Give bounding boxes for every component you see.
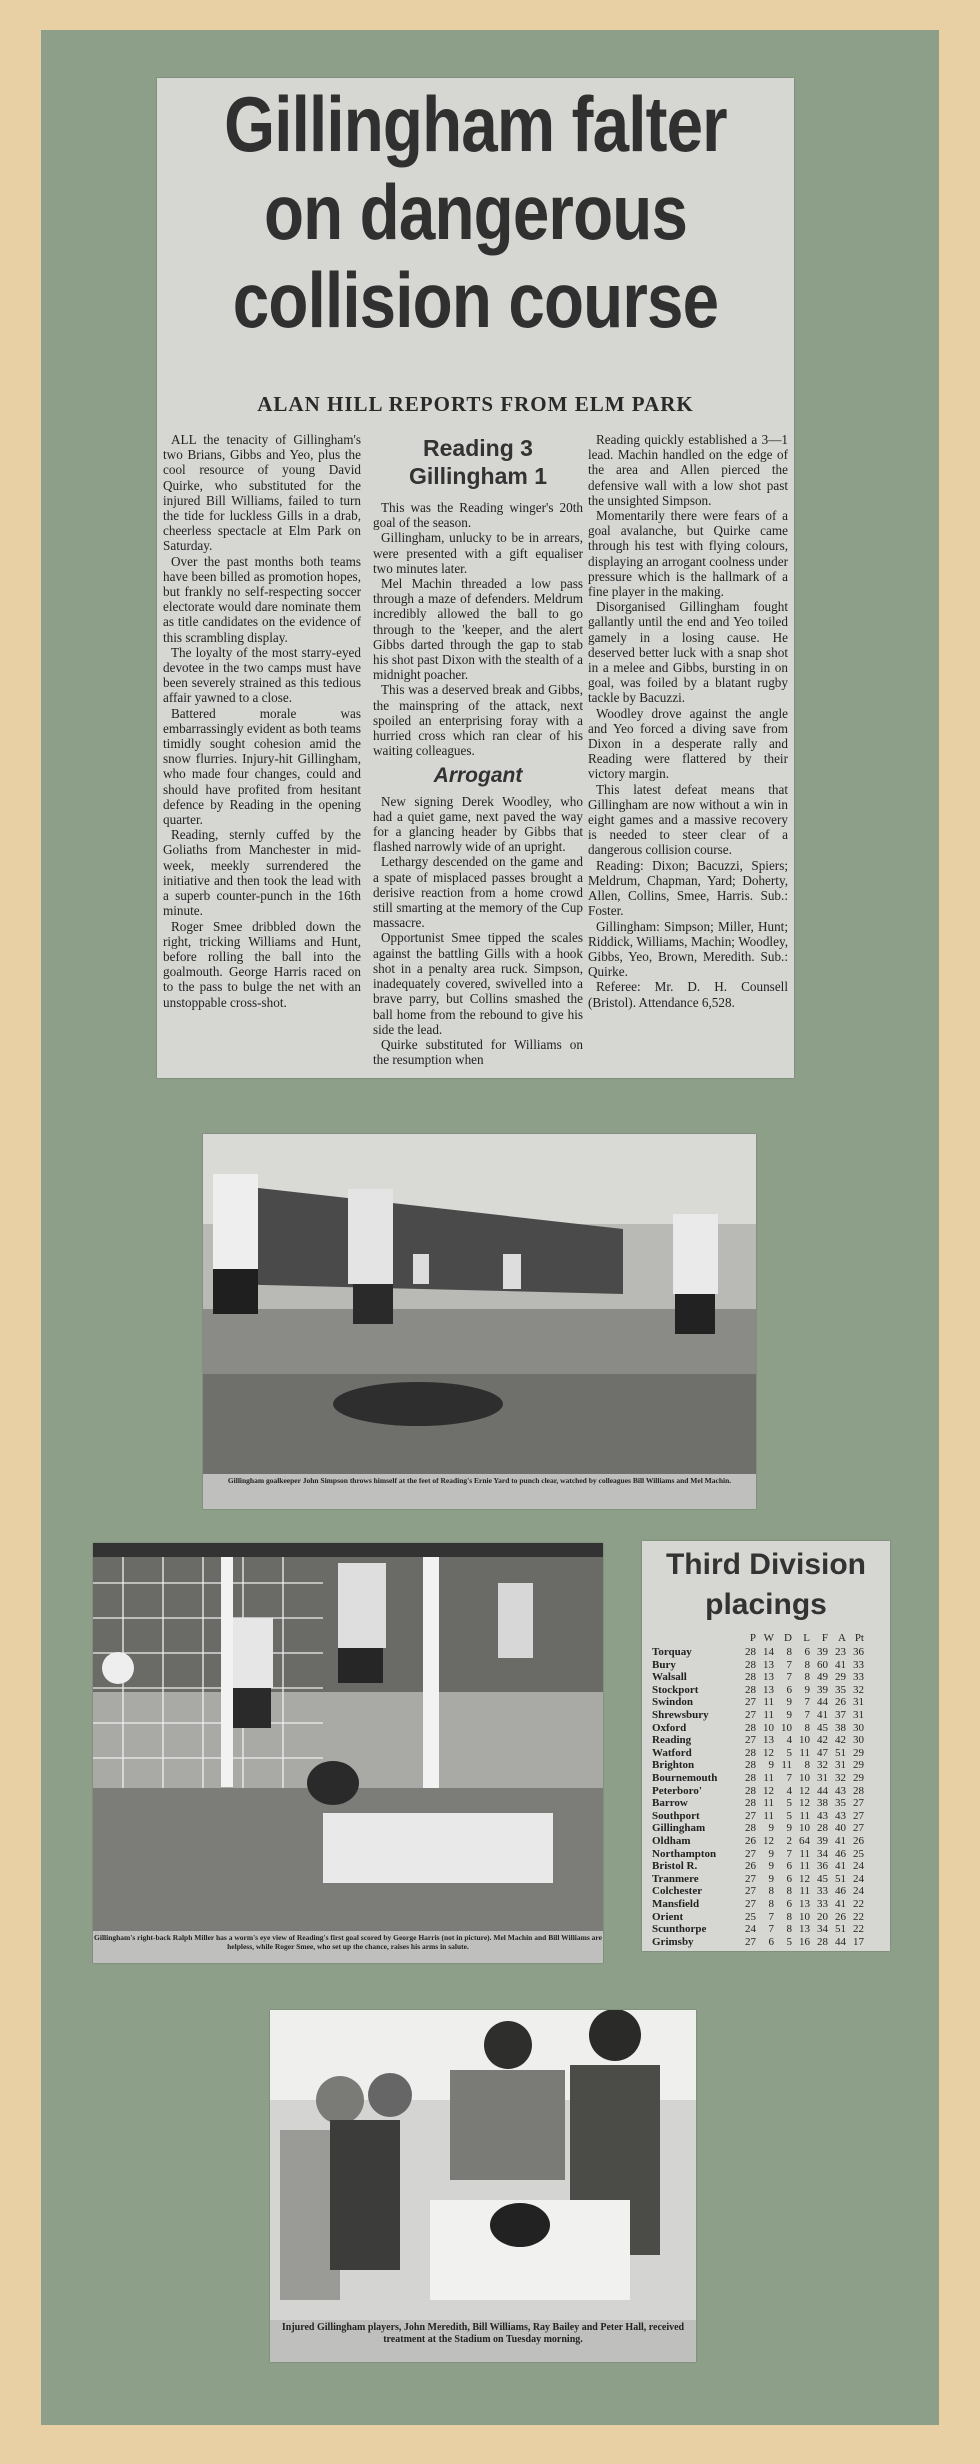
stat-cell: 11 — [763, 1772, 774, 1784]
header-cell: W — [763, 1632, 774, 1644]
stat-cell: 41 — [835, 1898, 846, 1910]
paragraph: Gillingham, unlucky to be in arrears, were presented with a gift equaliser two minutes later. — [373, 530, 583, 576]
stat-cell: 7 — [786, 1658, 792, 1671]
table-title — [642, 1545, 890, 1625]
stat-cell: 11 — [799, 1847, 810, 1860]
stat-cell: 27 — [745, 1935, 756, 1948]
stat-cell: 12 — [799, 1784, 810, 1797]
stat-cell: 24 — [853, 1860, 864, 1873]
stat-cell: 31 — [853, 1709, 864, 1721]
stat-cell: 24 — [745, 1923, 756, 1936]
stat-cell: 25 — [745, 1910, 756, 1923]
stat-cell: 46 — [835, 1847, 846, 1860]
stat-cell: 31 — [817, 1772, 828, 1784]
stat-cell: 8 — [804, 1759, 810, 1772]
table-title-line-2: placings — [705, 1588, 827, 1621]
stat-cell: 8 — [786, 1646, 792, 1658]
stat-cell: 9 — [768, 1872, 774, 1885]
table-title-line-1: Third Division — [665, 1548, 866, 1581]
stat-cell: 17 — [853, 1935, 864, 1948]
team-name: Bury — [652, 1658, 676, 1671]
stat-cell: 7 — [804, 1696, 810, 1709]
article-column-1 — [163, 432, 361, 1010]
stat-cell: 29 — [853, 1759, 864, 1772]
stat-cell: 7 — [786, 1671, 792, 1684]
team-name: Shrewsbury — [652, 1709, 709, 1721]
stat-cell: 35 — [835, 1797, 846, 1810]
stat-cell: 5 — [786, 1797, 792, 1810]
team-name: Bournemouth — [652, 1772, 718, 1784]
stat-cell: 28 — [817, 1822, 828, 1835]
stat-cell: 8 — [768, 1898, 774, 1910]
stat-cell: 27 — [745, 1872, 756, 1885]
team-name: Torquay — [652, 1646, 692, 1658]
stat-cell: 39 — [817, 1646, 828, 1658]
stat-cell: 24 — [853, 1872, 864, 1885]
stat-cell: 27 — [745, 1885, 756, 1898]
stat-cell: 11 — [763, 1696, 774, 1709]
team-name: Reading — [652, 1734, 692, 1747]
stat-cell: 36 — [853, 1646, 864, 1658]
stat-cell: 11 — [799, 1746, 810, 1759]
stat-cell: 12 — [763, 1746, 774, 1759]
stat-cell: 27 — [853, 1797, 864, 1810]
stat-cell: 8 — [804, 1721, 810, 1734]
stat-cell: 6 — [786, 1683, 792, 1696]
stat-cell: 6 — [786, 1872, 792, 1885]
team-name: Oxford — [652, 1721, 687, 1734]
stat-cell: 27 — [745, 1847, 756, 1860]
stat-cell: 45 — [817, 1872, 828, 1885]
stat-cell: 22 — [853, 1898, 864, 1910]
stat-cell: 35 — [835, 1683, 846, 1696]
stat-cell: 41 — [835, 1658, 846, 1671]
stat-cell: 51 — [835, 1746, 846, 1759]
stat-cell: 7 — [786, 1772, 792, 1784]
team-name: Colchester — [652, 1885, 703, 1898]
team-name: Northampton — [652, 1847, 717, 1860]
stat-cell: 28 — [745, 1784, 756, 1797]
photo-caption: Injured Gillingham players, John Meredith, Bill Williams, Ray Bailey and Peter Hall, received treatment at the Stadium on Tuesday morning. — [281, 2322, 685, 2345]
score-box — [373, 434, 583, 490]
stat-cell: 28 — [745, 1671, 756, 1684]
team-name: Mansfield — [652, 1898, 700, 1910]
paragraph: Momentarily there were fears of a goal avalanche, but Quirke came through his test with flying colours, displaying an arrogant coolness under pressure which is the hallmark of a fine player in the making. — [588, 508, 788, 600]
stat-cell: 33 — [817, 1885, 828, 1898]
stat-cell: 44 — [817, 1784, 828, 1797]
paragraph: Reading: Dixon; Bacuzzi, Spiers; Meldrum, Chapman, Yard; Doherty, Allen, Collins, Smee, Harris. Sub.: Foster. — [588, 857, 788, 919]
stat-cell: 13 — [799, 1898, 810, 1910]
score-home: Reading 3 — [423, 435, 533, 461]
stat-cell: 27 — [745, 1709, 756, 1721]
stat-cell: 30 — [853, 1721, 864, 1734]
headline-line-3: collision course — [232, 256, 719, 344]
headline — [208, 80, 743, 344]
stat-cell: 41 — [835, 1860, 846, 1873]
header-cell: D — [784, 1632, 792, 1644]
team-name: Tranmere — [652, 1872, 699, 1885]
stat-cell: 28 — [745, 1746, 756, 1759]
stat-cell: 32 — [835, 1772, 846, 1784]
stat-cell: 13 — [763, 1734, 774, 1747]
header-cell: A — [838, 1632, 846, 1644]
injured-players-photo-image — [270, 2010, 696, 2320]
paragraph: Battered morale was embarrassingly evident as both teams timidly sought cohesion amid the snow flurries. Injury-hit Gillingham, who made four changes, could and should have profited from hesitant defence by Reading in the opening quarter. — [163, 705, 361, 828]
stat-cell: 26 — [835, 1696, 846, 1709]
stat-cell: 12 — [799, 1872, 810, 1885]
stat-cell: 5 — [786, 1935, 792, 1948]
stat-cell: 28 — [853, 1784, 864, 1797]
stat-cell: 10 — [799, 1734, 810, 1747]
stat-cell: 60 — [817, 1658, 828, 1671]
stat-cell: 7 — [768, 1910, 774, 1923]
paragraph: Roger Smee dribbled down the right, tricking Williams and Hunt, before rolling the ball into the goalmouth. George Harris raced on to the pass to bulge the net with an unstoppable cross-shot. — [163, 918, 361, 1010]
stat-cell: 37 — [835, 1709, 846, 1721]
stat-cell: 29 — [853, 1746, 864, 1759]
stat-cell: 28 — [745, 1658, 756, 1671]
stat-cell: 13 — [763, 1671, 774, 1684]
stat-cell: 41 — [835, 1835, 846, 1847]
stat-cell: 9 — [768, 1847, 774, 1860]
stat-cell: 28 — [745, 1721, 756, 1734]
stat-cell: 27 — [745, 1809, 756, 1822]
stat-cell: 42 — [817, 1734, 828, 1747]
paragraph: ALL the tenacity of Gillingham's two Brians, Gibbs and Yeo, plus the cool resource of young David Quirke, who substituted for the injured Bill Williams, failed to turn the tide for luckless Gills in a drab, cheerless spectacle at Elm Park on Saturday. — [163, 432, 361, 554]
team-name: Southport — [652, 1809, 700, 1822]
team-name: Watford — [652, 1746, 692, 1759]
stat-cell: 9 — [768, 1822, 774, 1835]
stat-cell: 12 — [763, 1784, 774, 1797]
stat-cell: 43 — [817, 1809, 828, 1822]
stat-cell: 31 — [835, 1759, 846, 1772]
headline-line-1: Gillingham falter — [224, 80, 727, 168]
team-name: Walsall — [652, 1671, 687, 1684]
stat-cell: 6 — [804, 1646, 810, 1658]
stat-cell: 10 — [799, 1772, 810, 1784]
table-header-row — [652, 1631, 884, 1645]
stat-cell: 28 — [745, 1683, 756, 1696]
stat-cell: 10 — [781, 1721, 792, 1734]
score-away: Gillingham 1 — [408, 463, 548, 489]
stat-cell: 23 — [835, 1646, 846, 1658]
team-name: Scunthorpe — [652, 1923, 707, 1936]
stat-cell: 8 — [804, 1671, 810, 1684]
team-name: Peterboro' — [652, 1784, 702, 1797]
stat-cell: 33 — [853, 1671, 864, 1684]
stat-cell: 32 — [853, 1683, 864, 1696]
paragraph: Referee: Mr. D. H. Counsell (Bristol). Attendance 6,528. — [588, 979, 788, 1010]
photo-caption: Gillingham's right-back Ralph Miller has a worm's eye view of Reading's first goal scored by George Harris (not in picture). Mel Machin and Bill Williams are helpless, while Roger Smee, who set up the chance, raises his arms in salute. — [94, 1933, 602, 1951]
stat-cell: 27 — [745, 1696, 756, 1709]
stat-cell: 27 — [745, 1898, 756, 1910]
stat-cell: 22 — [853, 1910, 864, 1923]
stat-cell: 31 — [853, 1696, 864, 1709]
first-goal-photo-image — [93, 1543, 603, 1931]
stat-cell: 9 — [786, 1822, 792, 1835]
stat-cell: 10 — [799, 1822, 810, 1835]
stat-cell: 11 — [781, 1759, 792, 1772]
paragraph: This was the Reading winger's 20th goal of the season. — [373, 500, 583, 531]
stat-cell: 38 — [835, 1721, 846, 1734]
stat-cell: 7 — [804, 1709, 810, 1721]
team-name: Stockport — [652, 1683, 699, 1696]
paragraph: This latest defeat means that Gillingham are now without a win in eight games and a massive recovery is needed to steer clear of a dangerous collision course. — [588, 781, 788, 858]
paragraph: Reading quickly established a 3—1 lead. Machin handled on the edge of the area and Allen pierced the defensive wall with a low shot past the unsighted Simpson. — [588, 432, 788, 508]
paragraph: Quirke substituted for Williams on the resumption when — [373, 1036, 583, 1068]
stat-cell: 5 — [786, 1809, 792, 1822]
headline-line-2: on dangerous — [263, 168, 688, 256]
stat-cell: 49 — [817, 1671, 828, 1684]
stat-cell: 25 — [853, 1847, 864, 1860]
stat-cell: 34 — [817, 1847, 828, 1860]
match-photo-first-goal — [93, 1543, 603, 1963]
stat-cell: 38 — [817, 1797, 828, 1810]
stat-cell: 24 — [853, 1885, 864, 1898]
stat-cell: 39 — [817, 1835, 828, 1847]
stat-cell: 9 — [786, 1709, 792, 1721]
stat-cell: 26 — [835, 1910, 846, 1923]
paragraph: Disorganised Gillingham fought gallantly until the end and Yeo toiled gamely in a losing cause. He deserved better luck with a snap shot in a melee and Gibbs, bursting in on goal, was foiled by a blatant rugby tackle by Bacuzzi. — [588, 599, 788, 706]
stat-cell: 43 — [835, 1784, 846, 1797]
stat-cell: 12 — [763, 1835, 774, 1847]
article-clipping — [157, 78, 794, 1078]
paragraph: Reading, sternly cuffed by the Goliaths from Manchester in mid-week, meekly surrendered the initiative and then took the lead with a superb counter-punch in the 16th minute. — [163, 827, 361, 919]
stat-cell: 22 — [853, 1923, 864, 1936]
stat-cell: 44 — [835, 1935, 846, 1948]
stat-cell: 11 — [799, 1809, 810, 1822]
stat-cell: 9 — [786, 1696, 792, 1709]
header-cell: P — [749, 1632, 756, 1644]
stat-cell: 27 — [745, 1734, 756, 1747]
stat-cell: 20 — [817, 1910, 828, 1923]
paragraph: Gillingham: Simpson; Miller, Hunt; Riddick, Williams, Machin; Woodley, Gibbs, Yeo, Brown, Meredith. Sub.: Quirke. — [588, 918, 788, 980]
stat-cell: 45 — [817, 1721, 828, 1734]
stat-cell: 10 — [763, 1721, 774, 1734]
paragraph: Opportunist Smee tipped the scales against the battling Gills with a hook shot in a penalty area ruck. Simpson, inadequately covered, swivelled into a brave parry, but Collins smashed the ball home from the rebound to give his side the lead. — [373, 930, 583, 1037]
stat-cell: 11 — [799, 1885, 810, 1898]
stat-cell: 27 — [853, 1822, 864, 1835]
stat-cell: 9 — [768, 1759, 774, 1772]
paragraph: Over the past months both teams have been billed as promotion hopes, but frankly no self-respecting soccer electorate would dare nominate them as title candidates on the evidence of this scrambling display. — [163, 553, 361, 645]
stat-cell: 42 — [835, 1734, 846, 1747]
league-table — [642, 1541, 890, 1951]
photo-caption: Gillingham goalkeeper John Simpson throws himself at the feet of Reading's Ernie Yard to punch clear, watched by colleagues Bill Williams and Mel Machin. — [227, 1476, 732, 1485]
stat-cell: 51 — [835, 1872, 846, 1885]
stat-cell: 14 — [763, 1646, 774, 1658]
stat-cell: 13 — [763, 1658, 774, 1671]
stat-cell: 9 — [768, 1860, 774, 1873]
article-column-3 — [588, 432, 788, 1010]
team-name: Brighton — [652, 1759, 695, 1772]
table-row — [652, 1935, 884, 1949]
stat-cell: 11 — [763, 1797, 774, 1810]
stat-cell: 30 — [853, 1734, 864, 1747]
stat-cell: 36 — [817, 1860, 828, 1873]
stat-cell: 7 — [786, 1847, 792, 1860]
team-name: Orient — [652, 1910, 684, 1923]
stat-cell: 8 — [804, 1658, 810, 1671]
paragraph: This was a deserved break and Gibbs, the mainspring of the attack, next spoiled an enterprising foray with a hurried cross which ran clear of his waiting colleagues. — [373, 682, 583, 759]
stat-cell: 8 — [786, 1885, 792, 1898]
stat-cell: 6 — [786, 1860, 792, 1873]
injured-players-photo — [270, 2010, 696, 2362]
team-name: Barrow — [652, 1797, 688, 1810]
team-name: Bristol R. — [652, 1860, 698, 1873]
paragraph: New signing Derek Woodley, who had a quiet game, next paved the way for a glancing header by Gibbs that flashed narrowly wide of an upright. — [373, 793, 583, 855]
paragraph: Mel Machin threaded a low pass through a maze of defenders. Meldrum incredibly allowed the ball to go through to the 'keeper, and the alert Gibbs darted through the gap to stab his shot past Dixon with the stealth of a midnight poacher. — [373, 576, 583, 683]
team-name: Gillingham — [652, 1822, 706, 1835]
stat-cell: 43 — [835, 1809, 846, 1822]
paragraph: The loyalty of the most starry-eyed devotee in the two camps must have been severely strained as this tedious affair yawned to a close. — [163, 644, 361, 706]
stat-cell: 39 — [817, 1683, 828, 1696]
stat-cell: 64 — [799, 1835, 810, 1847]
stat-cell: 28 — [745, 1759, 756, 1772]
stat-cell: 34 — [817, 1923, 828, 1936]
stat-cell: 28 — [745, 1772, 756, 1784]
stat-cell: 29 — [853, 1772, 864, 1784]
stat-cell: 4 — [786, 1734, 792, 1747]
stat-cell: 2 — [786, 1835, 792, 1847]
stat-cell: 44 — [817, 1696, 828, 1709]
stat-cell: 40 — [835, 1822, 846, 1835]
stat-cell: 33 — [817, 1898, 828, 1910]
stat-cell: 8 — [786, 1910, 792, 1923]
stat-cell: 5 — [786, 1746, 792, 1759]
paragraph: Woodley drove against the angle and Yeo forced a diving save from Dixon in a desperate rally and Reading were flattered by their victory margin. — [588, 705, 788, 782]
stat-cell: 26 — [853, 1835, 864, 1847]
stat-cell: 28 — [817, 1935, 828, 1948]
stat-cell: 10 — [799, 1910, 810, 1923]
stat-cell: 11 — [799, 1860, 810, 1873]
stat-cell: 28 — [745, 1797, 756, 1810]
stat-cell: 27 — [853, 1809, 864, 1822]
team-name: Grimsby — [652, 1935, 694, 1948]
stat-cell: 4 — [786, 1784, 792, 1797]
stat-cell: 11 — [763, 1809, 774, 1822]
stat-cell: 28 — [745, 1646, 756, 1658]
header-cell: L — [803, 1632, 810, 1644]
stat-cell: 8 — [768, 1885, 774, 1898]
byline: ALAN HILL REPORTS FROM ELM PARK — [257, 392, 694, 416]
goalkeeper-photo-image — [203, 1134, 756, 1474]
stat-cell: 46 — [835, 1885, 846, 1898]
stat-cell: 13 — [799, 1923, 810, 1936]
stat-cell: 8 — [786, 1923, 792, 1936]
stat-cell: 41 — [817, 1709, 828, 1721]
stat-cell: 7 — [768, 1923, 774, 1936]
stat-cell: 32 — [817, 1759, 828, 1772]
stat-cell: 28 — [745, 1822, 756, 1835]
match-photo-goalkeeper — [203, 1134, 756, 1509]
stat-cell: 47 — [817, 1746, 828, 1759]
header-cell: Pt — [854, 1632, 864, 1644]
stat-cell: 16 — [799, 1935, 810, 1948]
stat-cell: 51 — [835, 1923, 846, 1936]
stat-cell: 11 — [763, 1709, 774, 1721]
stat-cell: 9 — [804, 1683, 810, 1696]
team-name: Oldham — [652, 1835, 691, 1847]
team-name: Swindon — [652, 1696, 693, 1709]
stat-cell: 29 — [835, 1671, 846, 1684]
stat-cell: 6 — [768, 1935, 774, 1948]
subheading: Arrogant — [433, 764, 523, 788]
header-cell: F — [821, 1632, 828, 1644]
stat-cell: 12 — [799, 1797, 810, 1810]
stat-cell: 33 — [853, 1658, 864, 1671]
stat-cell: 26 — [745, 1835, 756, 1847]
paragraph: Lethargy descended on the game and a spate of misplaced passes brought a derisive reaction from a home crowd still smarting at the memory of the Cup massacre. — [373, 854, 583, 931]
article-column-2 — [373, 432, 583, 1067]
stat-cell: 6 — [786, 1898, 792, 1910]
stat-cell: 26 — [745, 1860, 756, 1873]
stat-cell: 13 — [763, 1683, 774, 1696]
